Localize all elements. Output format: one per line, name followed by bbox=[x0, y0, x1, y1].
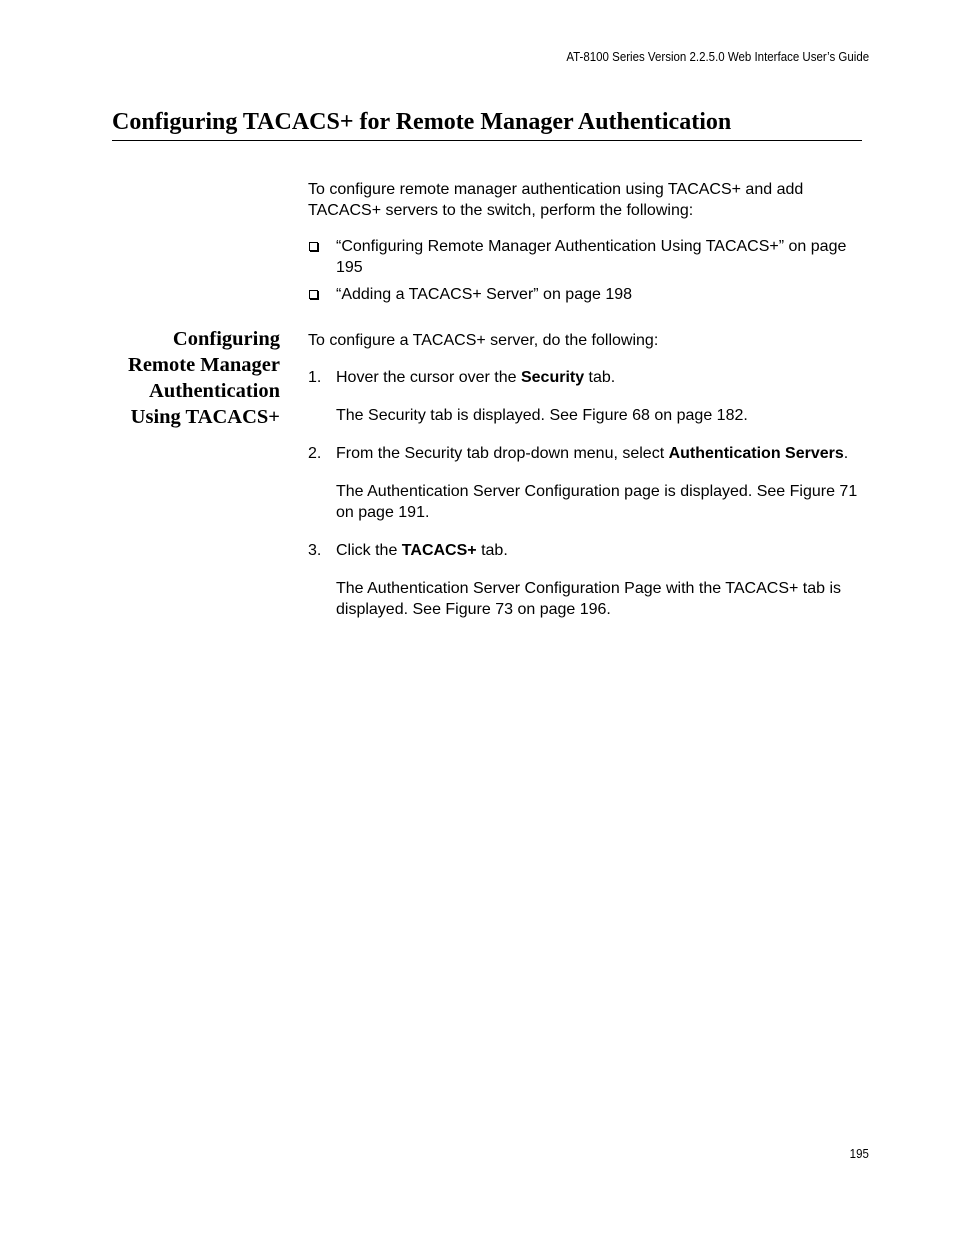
step-number: 1. bbox=[308, 369, 322, 386]
ui-term: Authentication Servers bbox=[668, 445, 844, 462]
step-instruction: Click the TACACS+ tab. bbox=[336, 542, 508, 559]
procedure-step bbox=[308, 540, 868, 620]
topic-link[interactable]: “Configuring Remote Manager Authentication Using TACACS+” on page 195 bbox=[336, 238, 847, 276]
subsection-heading-line: Authentication bbox=[149, 380, 280, 402]
step-result: The Authentication Server Configuration Page with the TACACS+ tab is displayed. See Figure 73 on page 196. bbox=[336, 580, 842, 618]
topic-list bbox=[308, 236, 868, 311]
subsection-heading bbox=[100, 326, 280, 430]
step-instruction: From the Security tab drop-down menu, select Authentication Servers. bbox=[336, 445, 849, 462]
ui-term: TACACS+ bbox=[401, 542, 477, 559]
step-instruction: Hover the cursor over the Security tab. bbox=[336, 369, 616, 386]
procedure-step bbox=[308, 443, 868, 523]
subsection-heading-line: Remote Manager bbox=[128, 354, 280, 376]
topic-list-item bbox=[308, 284, 868, 305]
step-result: The Authentication Server Configuration page is displayed. See Figure 71 on page 191. bbox=[336, 483, 858, 521]
checkbox-bullet-icon bbox=[309, 290, 318, 299]
topic-link[interactable]: “Adding a TACACS+ Server” on page 198 bbox=[336, 286, 633, 303]
section-title: Configuring TACACS+ for Remote Manager Authentication bbox=[112, 106, 862, 141]
procedure-steps bbox=[308, 367, 868, 620]
checkbox-bullet-icon bbox=[309, 242, 318, 251]
subsection-heading-line: Using TACACS+ bbox=[130, 406, 280, 428]
running-header: AT-8100 Series Version 2.2.5.0 Web Interface User’s Guide bbox=[566, 50, 869, 64]
topic-list-item bbox=[308, 236, 868, 278]
step-number: 2. bbox=[308, 445, 322, 462]
step-number: 3. bbox=[308, 542, 322, 559]
subsection-heading-line: Configuring bbox=[172, 328, 280, 350]
page-number: 195 bbox=[849, 1147, 869, 1161]
step-result: The Security tab is displayed. See Figure 68 on page 182. bbox=[336, 407, 748, 424]
procedure-lead: To configure a TACACS+ server, do the following: bbox=[308, 332, 659, 349]
intro-paragraph: To configure remote manager authentication using TACACS+ and add TACACS+ servers to the switch, perform the following: bbox=[308, 181, 804, 219]
ui-term: Security bbox=[520, 369, 585, 386]
procedure-step bbox=[308, 367, 868, 426]
